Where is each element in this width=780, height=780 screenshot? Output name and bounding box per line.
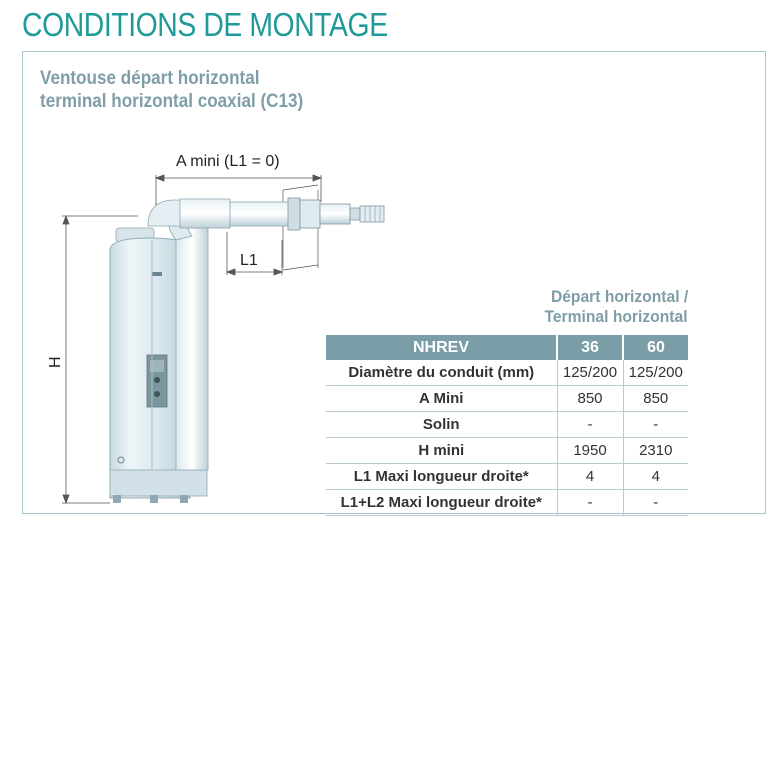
table-row [326, 386, 688, 412]
row-value-36: - [557, 412, 623, 438]
row-value-36: 4 [557, 464, 623, 490]
row-value-60: - [623, 490, 688, 516]
row-label: L1 Maxi longueur droite* [326, 464, 557, 490]
a-mini-dimension-label: A mini (L1 = 0) [176, 153, 280, 170]
height-dimension-label: H [47, 356, 64, 368]
row-value-60: 125/200 [623, 360, 688, 386]
table-row [326, 412, 688, 438]
table-row [326, 438, 688, 464]
section-subtitle-line2: terminal horizontal coaxial (C13) [40, 91, 304, 112]
row-value-60: 2310 [623, 438, 688, 464]
table-header-row [326, 335, 688, 360]
table-caption-line1: Départ horizontal / [550, 287, 688, 306]
table-caption-line2: Terminal horizontal [544, 307, 688, 326]
row-label: H mini [326, 438, 557, 464]
page-title: CONDITIONS DE MONTAGE [22, 6, 388, 43]
section-subtitle-line1: Ventouse départ horizontal [40, 68, 260, 89]
horizontal-coaxial-pipe [148, 198, 384, 230]
header-60: 60 [623, 335, 688, 360]
row-value-60: - [623, 412, 688, 438]
table-row [326, 490, 688, 516]
header-model: NHREV [326, 335, 557, 360]
row-value-36: 1950 [557, 438, 623, 464]
table-row [326, 360, 688, 386]
row-value-36: 125/200 [557, 360, 623, 386]
row-value-60: 4 [623, 464, 688, 490]
l1-dimension-label: L1 [240, 252, 258, 269]
row-value-60: 850 [623, 386, 688, 412]
row-label: Diamètre du conduit (mm) [326, 360, 557, 386]
header-36: 36 [557, 335, 623, 360]
row-label: Solin [326, 412, 557, 438]
table-row [326, 464, 688, 490]
row-value-36: 850 [557, 386, 623, 412]
specifications-table [326, 335, 688, 516]
row-label: L1+L2 Maxi longueur droite* [326, 490, 557, 516]
row-value-36: - [557, 490, 623, 516]
row-label: A Mini [326, 386, 557, 412]
